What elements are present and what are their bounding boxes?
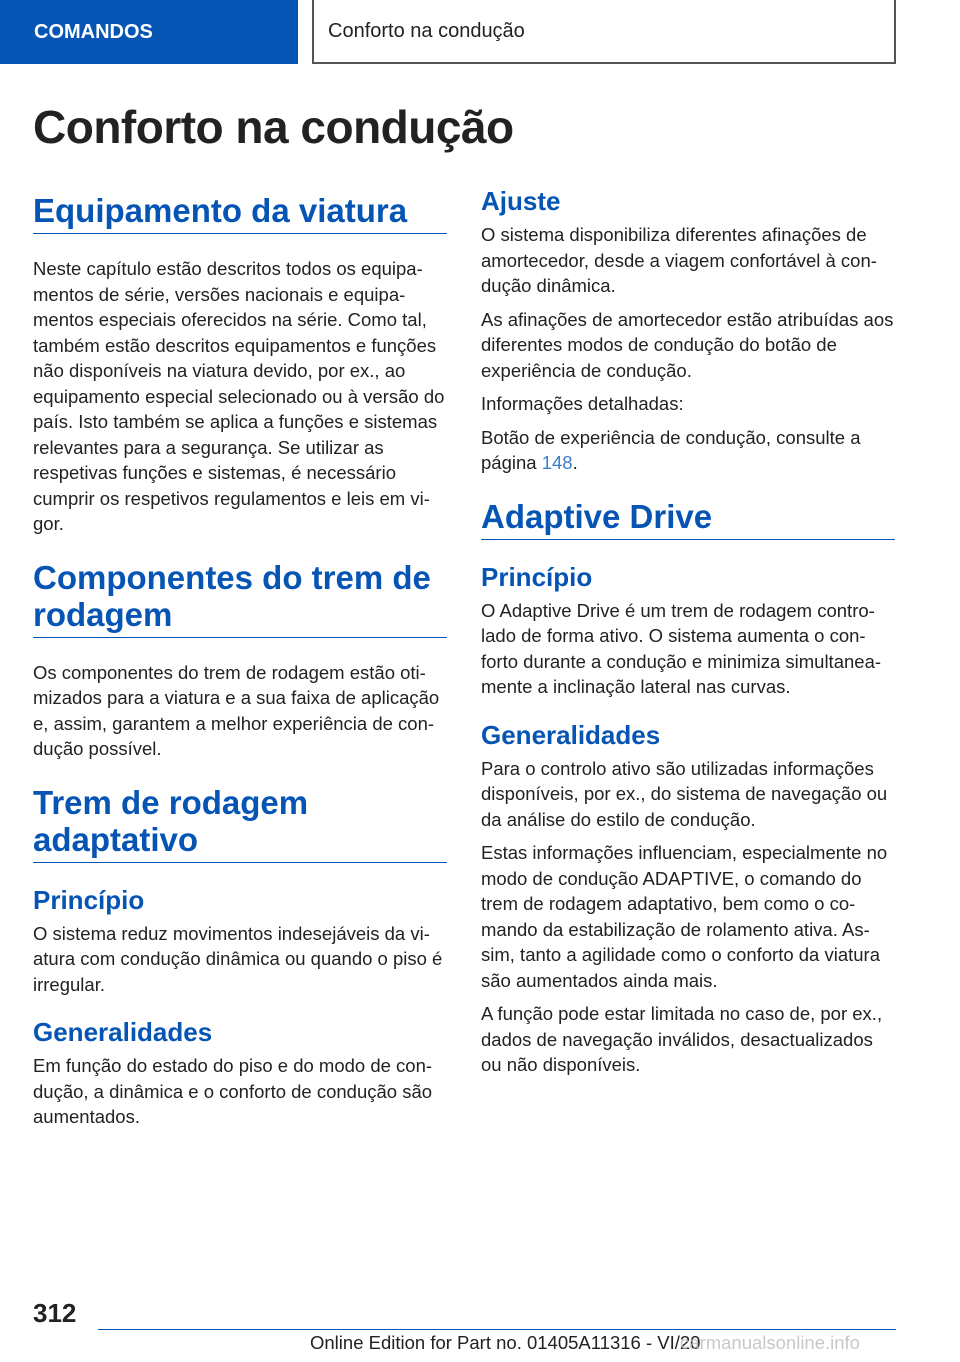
section-componentes [33,559,447,762]
text-ajuste-2: As afinações de amortecedor estão atribuídas aos diferentes modos de condução do botão de experiência de condução. [481,308,894,381]
section-tab [0,0,298,64]
text-principio-adaptive: O Adaptive Drive é um trem de rodagem controlado de forma ativo. O sistema aumenta o conforto durante a condução e minimiza simultaneamente a inclinação lateral nas curvas. [481,599,882,697]
watermark: carmanualsonline.info [680,1332,860,1353]
text-generalidades-trem: Em função do estado do piso e do modo de condução, a dinâmica e o conforto de condução são aumentados. [33,1055,433,1127]
sub-generalidades-adaptive [481,720,895,1078]
heading-trem-adaptativo: Trem de rodagem adaptativo [33,784,447,863]
heading-principio-adaptive: Princípio [481,561,593,592]
text-generalidades-adaptive-1: Para o controlo ativo são utilizadas informações disponíveis, por ex., do sistema de navegação ou da análise do estilo de condução. [481,757,888,830]
text-principio-trem: O sistema reduz movimentos indesejáveis da viatura com condução dinâmica ou quando o piso é irregular. [33,922,443,995]
heading-equipamento: Equipamento da viatura [33,192,447,234]
heading-principio-trem: Princípio [33,884,145,915]
text-generalidades-adaptive-3: A função pode estar limitada no caso de, por ex., dados de navegação inválidos, desactualizados ou não disponíveis. [481,1003,883,1075]
page-number: 312 [33,1298,77,1328]
section-label: COMANDOS [34,20,153,43]
chapter-title: Conforto na condução [328,19,525,42]
section-equipamento [33,192,447,537]
heading-ajuste: Ajuste [481,186,561,216]
footer-divider [98,1329,896,1330]
ajuste-ref-prefix: Botão de experiência de condução, consulte a página [481,426,861,473]
text-equipamento: Neste capítulo estão descritos todos os equipamentos de série, versões nacionais e equipamentos especiais oferecidos na série. Como tal, também estão descritos equipamentos e funções não disponíveis na viatura devido, por ex., ao equipamento especial selecionado ou à versão do país. Isto também se aplica a funções e sistemas relevantes para a segurança. Se utilizar as respetivas funções e sistemas, é necessário cumprir os respetivos regulamentos e leis em vigor. [33,258,445,534]
sub-principio-adaptive [481,562,895,700]
text-ajuste-1: O sistema disponibiliza diferentes afinações de amortecedor, desde a viagem confortável à condução dinâmica. [481,224,877,296]
heading-adaptive-drive: Adaptive Drive [481,498,895,540]
section-ajuste [481,186,895,476]
sub-principio-trem [33,885,447,998]
section-trem-adaptativo [33,784,447,1130]
sub-generalidades-trem [33,1017,447,1130]
right-column [481,186,895,1100]
footer-edition: Online Edition for Part no. 01405A11316 - VI/20 [310,1332,701,1353]
page-title: Conforto na condução [33,101,514,153]
text-ajuste-4 [481,425,895,476]
ajuste-ref-suffix: . [572,452,578,473]
text-componentes: Os componentes do trem de rodagem estão otimizados para a viatura e a sua faixa de aplicação e, assim, garantem a melhor experiência de condução possível. [33,661,440,759]
left-column [33,182,447,1152]
page-link-148[interactable]: 148 [541,452,573,473]
heading-generalidades-trem: Generalidades [33,1017,213,1047]
text-ajuste-3: Informações detalhadas: [481,393,684,414]
heading-componentes: Componentes do trem de rodagem [33,559,447,638]
chapter-header [312,0,896,64]
heading-generalidades-adaptive: Generalidades [481,719,661,750]
section-adaptive-drive [481,498,895,1078]
text-generalidades-adaptive-2: Estas informações influenciam, especialmente no modo de condução ADAPTIVE, o comando do trem de rodagem adaptativo, bem como o comando da estabilização de rolamento ativa. Assim, tanto a agilidade como o conforto da viatura são aumentados ainda mais. [481,842,888,991]
